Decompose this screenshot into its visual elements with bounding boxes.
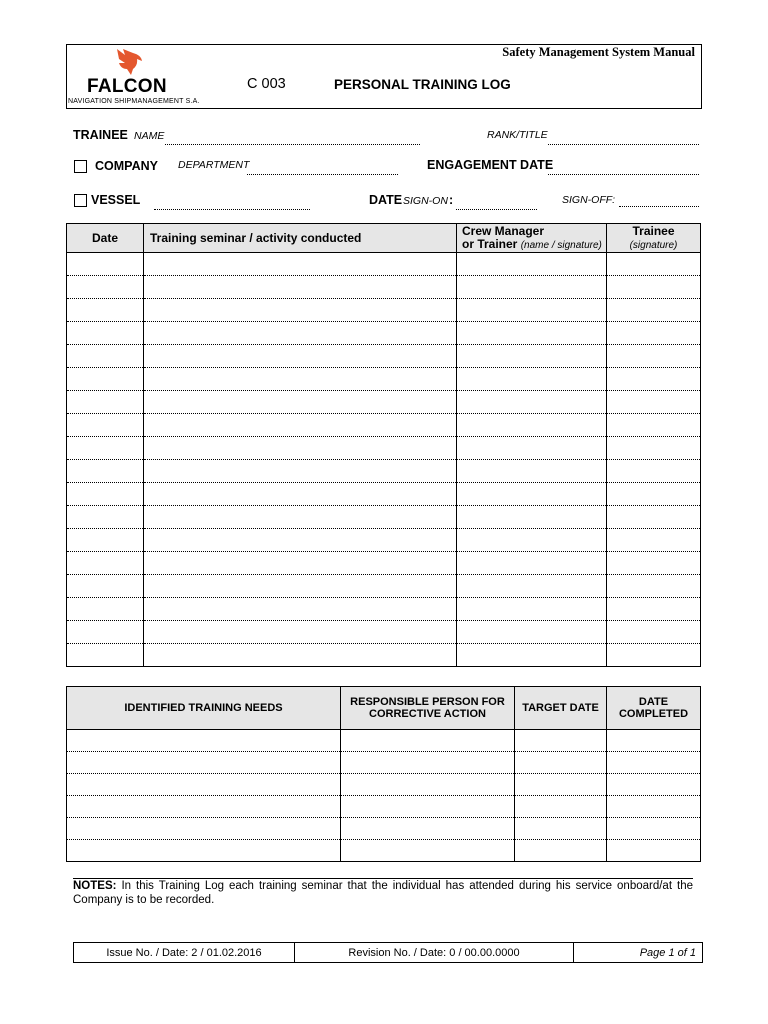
table-cell[interactable]	[67, 506, 144, 529]
col-header-date: Date	[67, 224, 144, 253]
table-cell[interactable]	[144, 506, 457, 529]
document-header	[66, 44, 702, 109]
table-cell[interactable]	[341, 818, 515, 840]
table-row	[67, 368, 701, 391]
table-cell[interactable]	[67, 253, 144, 276]
table-row	[67, 818, 701, 840]
table-cell[interactable]	[607, 529, 701, 552]
table-cell[interactable]	[607, 437, 701, 460]
table-cell[interactable]	[607, 299, 701, 322]
date-label: DATE	[369, 193, 403, 207]
table-row	[67, 575, 701, 598]
table-row	[67, 414, 701, 437]
table-cell[interactable]	[607, 460, 701, 483]
table-cell[interactable]	[341, 796, 515, 818]
table-cell[interactable]	[67, 437, 144, 460]
table-cell[interactable]	[341, 840, 515, 862]
table-cell[interactable]	[515, 796, 607, 818]
table-cell[interactable]	[457, 506, 607, 529]
table-row	[67, 752, 701, 774]
table-cell[interactable]	[607, 253, 701, 276]
vessel-field[interactable]	[154, 209, 310, 210]
table-cell[interactable]	[67, 774, 341, 796]
table-cell[interactable]	[67, 299, 144, 322]
table-cell[interactable]	[144, 322, 457, 345]
table-cell[interactable]	[144, 575, 457, 598]
table-cell[interactable]	[144, 414, 457, 437]
table-cell[interactable]	[67, 598, 144, 621]
table-cell[interactable]	[607, 796, 701, 818]
notes-text: In this Training Log each training seminar that the individual has attended during his service onboard/at the Company is to be recorded.	[73, 880, 693, 906]
table-cell[interactable]	[457, 299, 607, 322]
table-cell[interactable]	[457, 276, 607, 299]
table-cell[interactable]	[144, 460, 457, 483]
table-row	[67, 322, 701, 345]
table-cell[interactable]	[607, 621, 701, 644]
table-cell[interactable]	[67, 818, 341, 840]
engagement-date-label: ENGAGEMENT DATE	[427, 158, 554, 172]
department-field[interactable]	[247, 174, 398, 175]
document-footer	[73, 942, 703, 963]
table-cell[interactable]	[515, 840, 607, 862]
table-cell[interactable]	[457, 598, 607, 621]
table-cell[interactable]	[457, 644, 607, 667]
table-cell[interactable]	[67, 644, 144, 667]
table-cell[interactable]	[607, 552, 701, 575]
table-cell[interactable]	[67, 322, 144, 345]
rank-title-field[interactable]	[548, 144, 699, 145]
table-cell[interactable]	[144, 299, 457, 322]
document-title: PERSONAL TRAINING LOG	[334, 77, 511, 92]
table-cell[interactable]	[144, 552, 457, 575]
sign-on-field[interactable]	[456, 209, 537, 210]
table-cell[interactable]	[607, 644, 701, 667]
table-cell[interactable]	[457, 483, 607, 506]
table-cell[interactable]	[515, 818, 607, 840]
table-cell[interactable]	[607, 483, 701, 506]
table-cell[interactable]	[67, 552, 144, 575]
table-cell[interactable]	[457, 391, 607, 414]
table-cell[interactable]	[515, 752, 607, 774]
falcon-logo-icon	[111, 47, 147, 77]
col-header-activity: Training seminar / activity conducted	[144, 224, 457, 253]
table-cell[interactable]	[607, 322, 701, 345]
table-cell[interactable]	[607, 391, 701, 414]
table-cell[interactable]	[67, 483, 144, 506]
table-cell[interactable]	[144, 345, 457, 368]
manual-title: Safety Management System Manual	[502, 45, 695, 59]
table-cell[interactable]	[67, 840, 341, 862]
col-header-target-date: TARGET DATE	[515, 687, 607, 730]
sign-off-field[interactable]	[619, 206, 699, 207]
table-cell[interactable]	[607, 276, 701, 299]
table-cell[interactable]	[607, 774, 701, 796]
company-logo	[67, 45, 198, 108]
name-field[interactable]	[165, 144, 420, 145]
table-cell[interactable]	[144, 437, 457, 460]
vessel-label: VESSEL	[91, 193, 141, 207]
table-row	[67, 621, 701, 644]
table-cell[interactable]	[67, 796, 341, 818]
table-cell[interactable]	[67, 368, 144, 391]
table-cell[interactable]	[144, 276, 457, 299]
table-cell[interactable]	[67, 575, 144, 598]
table-cell[interactable]	[144, 621, 457, 644]
table-row	[67, 483, 701, 506]
company-checkbox[interactable]	[74, 160, 87, 173]
department-label: DEPARTMENT	[178, 159, 250, 171]
table-cell[interactable]	[607, 598, 701, 621]
table-row	[67, 644, 701, 667]
col-header-responsible-person: RESPONSIBLE PERSON FOR CORRECTIVE ACTION	[341, 687, 515, 730]
table-row	[67, 345, 701, 368]
table-cell[interactable]	[457, 529, 607, 552]
sign-on-colon: :	[449, 193, 454, 207]
table-row	[67, 506, 701, 529]
col-header-identified-needs: IDENTIFIED TRAINING NEEDS	[67, 687, 341, 730]
table-row	[67, 437, 701, 460]
table-cell[interactable]	[457, 621, 607, 644]
training-log-table	[66, 223, 701, 667]
table-cell[interactable]	[515, 730, 607, 752]
table-cell[interactable]	[67, 460, 144, 483]
table-row	[67, 253, 701, 276]
table-row	[67, 796, 701, 818]
table-cell[interactable]	[607, 506, 701, 529]
table-cell[interactable]	[457, 460, 607, 483]
notes-label: NOTES:	[73, 880, 117, 892]
table-cell[interactable]	[67, 752, 341, 774]
logo-subtitle: NAVIGATION SHIPMANAGEMENT S.A.	[68, 98, 200, 105]
table-cell[interactable]	[515, 774, 607, 796]
name-label: NAME	[134, 130, 165, 142]
table-cell[interactable]	[144, 598, 457, 621]
table-cell[interactable]	[607, 840, 701, 862]
sign-on-label: SIGN-ON	[403, 195, 448, 207]
table-row	[67, 529, 701, 552]
table-cell[interactable]	[67, 345, 144, 368]
table-cell[interactable]	[607, 368, 701, 391]
revision-info: Revision No. / Date: 0 / 00.00.0000	[295, 943, 574, 963]
notes-paragraph	[73, 879, 693, 907]
table-cell[interactable]	[457, 345, 607, 368]
table-row	[67, 276, 701, 299]
col-header-trainee: Trainee (signature)	[607, 224, 701, 253]
table-cell[interactable]	[67, 414, 144, 437]
table-cell[interactable]	[341, 752, 515, 774]
table-row	[67, 299, 701, 322]
table-cell[interactable]	[341, 774, 515, 796]
table-cell[interactable]	[67, 276, 144, 299]
table-row	[67, 774, 701, 796]
table-cell[interactable]	[607, 414, 701, 437]
table-cell[interactable]	[144, 644, 457, 667]
table-cell[interactable]	[144, 253, 457, 276]
table-cell[interactable]	[457, 575, 607, 598]
page-number: Page 1 of 1	[574, 943, 703, 963]
table-cell[interactable]	[457, 253, 607, 276]
company-label: COMPANY	[95, 159, 158, 173]
table-row	[67, 552, 701, 575]
table-cell[interactable]	[457, 322, 607, 345]
table-cell[interactable]	[67, 621, 144, 644]
table-cell[interactable]	[457, 368, 607, 391]
table-cell[interactable]	[457, 552, 607, 575]
table-cell[interactable]	[67, 730, 341, 752]
table-cell[interactable]	[607, 818, 701, 840]
table-cell[interactable]	[457, 437, 607, 460]
training-needs-table	[66, 686, 701, 862]
table-cell[interactable]	[607, 345, 701, 368]
table-cell[interactable]	[457, 414, 607, 437]
vessel-checkbox[interactable]	[74, 194, 87, 207]
table-row	[67, 391, 701, 414]
table-cell[interactable]	[341, 730, 515, 752]
issue-info: Issue No. / Date: 2 / 01.02.2016	[74, 943, 295, 963]
table-cell[interactable]	[144, 483, 457, 506]
table-row	[67, 840, 701, 862]
logo-wordmark: FALCON	[87, 76, 167, 97]
table-cell[interactable]	[607, 752, 701, 774]
rank-title-label: RANK/TITLE	[487, 129, 548, 141]
trainee-label: TRAINEE	[73, 128, 128, 142]
table-row	[67, 598, 701, 621]
document-code: C 003	[247, 76, 286, 92]
table-cell[interactable]	[144, 391, 457, 414]
sign-off-label: SIGN-OFF:	[562, 194, 616, 206]
col-header-crew-manager: Crew Manager or Trainer (name / signature)	[457, 224, 607, 253]
table-cell[interactable]	[144, 529, 457, 552]
table-row	[67, 730, 701, 752]
table-cell[interactable]	[607, 730, 701, 752]
engagement-date-field[interactable]	[548, 174, 699, 175]
table-row	[67, 460, 701, 483]
table-cell[interactable]	[144, 368, 457, 391]
table-cell[interactable]	[67, 391, 144, 414]
table-cell[interactable]	[67, 529, 144, 552]
col-header-date-completed: DATE COMPLETED	[607, 687, 701, 730]
table-cell[interactable]	[607, 575, 701, 598]
